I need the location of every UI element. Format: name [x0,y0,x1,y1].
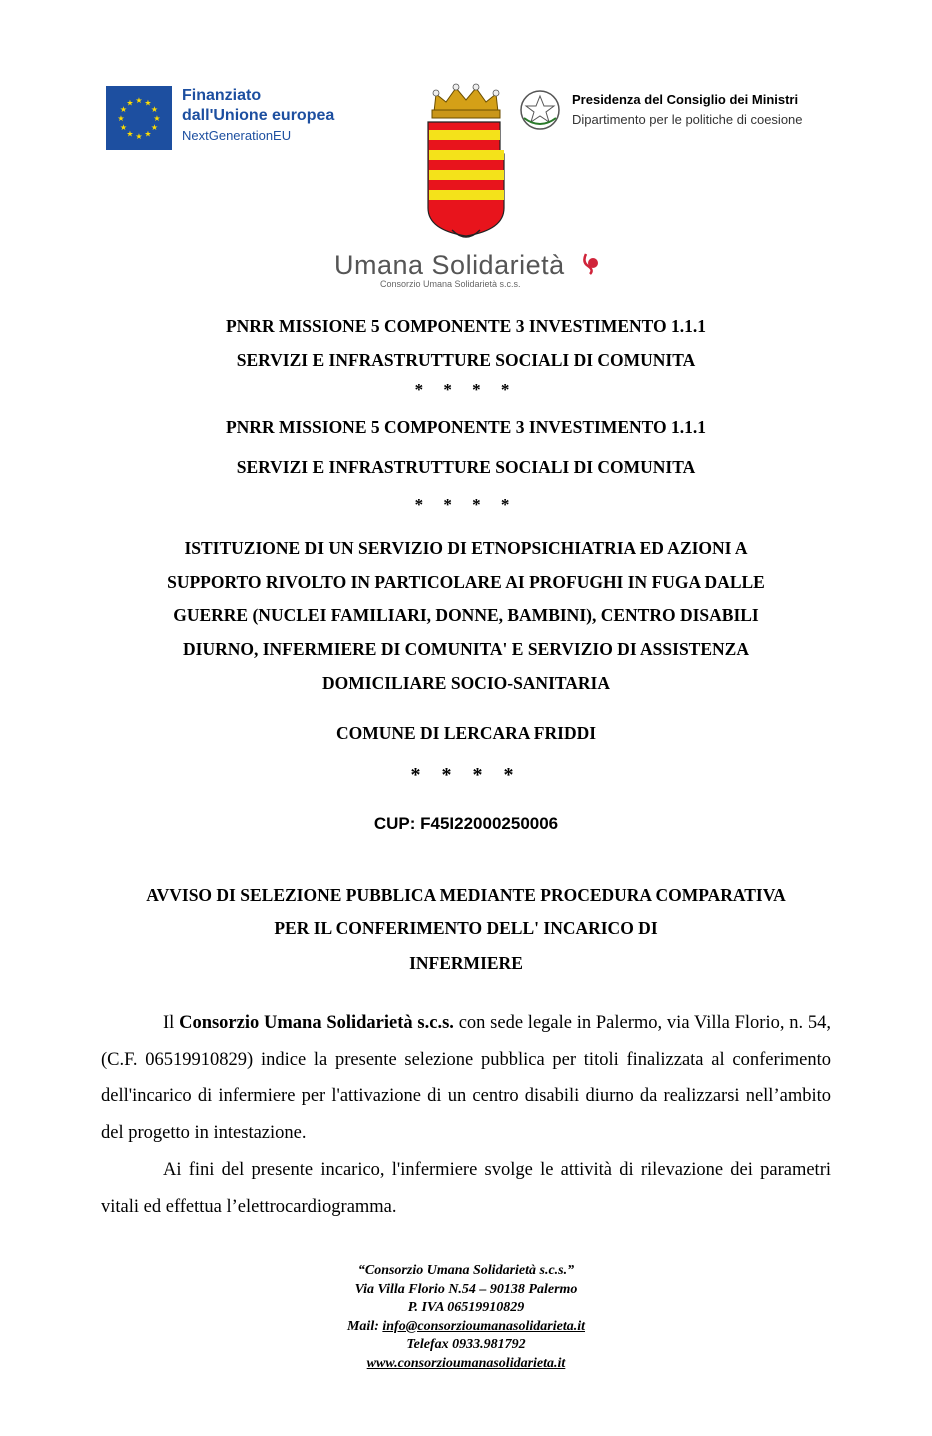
project-title-line-3: GUERRE (NUCLEI FAMILIARI, DONNE, BAMBINI), CENTRO DISABILI [173,605,759,625]
title-line-2: SERVIZI E INFRASTRUTTURE SOCIALI DI COMUNITA [236,350,696,370]
p2-text: Ai fini del presente incarico, l'infermiere svolge le attività di rilevazione dei parametri vitali ed effettua l’elettrocardiogramma. [101,1160,831,1217]
svg-text:★: ★ [144,129,152,139]
svg-text:★: ★ [119,105,128,114]
separator-stars-1: * * * * [414,380,518,399]
p1-prefix: Il [163,1013,180,1033]
italian-republic-emblem-icon [518,88,562,132]
svg-text:★: ★ [117,114,125,123]
project-title-line-4: DIURNO, INFERMIERE DI COMUNITA' E SERVIZIO DI ASSISTENZA [183,639,749,659]
footer-address: Via Villa Florio N.54 – 90138 Palermo [354,1281,578,1297]
footer-mail-link[interactable]: info@consorzioumanasolidarieta.it [382,1318,586,1334]
svg-text:★: ★ [153,114,161,123]
project-title-line-5: DOMICILIARE SOCIO-SANITARIA [322,673,610,693]
p1-consortium-name: Consorzio Umana Solidarietà s.c.s. [179,1013,454,1033]
body-paragraph-1 [101,1005,831,1151]
p1-text: con sede legale in Palermo, via Villa Florio, n. 54, (C.F. 06519910829) indice la presente selezione pubblica per titoli finalizzata al conferimento dell'incarico di infermiere per l'attivazione di un centro disabili diurno da realizzarsi nell’ambito del progetto in intestazione. [101,1013,831,1143]
footer [0,1262,932,1373]
separator-stars-2: * * * * [414,495,518,514]
presidenza-title: Presidenza del Consiglio dei Ministri [572,92,799,107]
title-line-4: SERVIZI E INFRASTRUTTURE SOCIALI DI COMUNITA [236,457,696,477]
footer-mail-label: Mail: [346,1318,383,1334]
cup-code: CUP: F45I22000250006 [373,814,559,833]
avviso-line-3: INFERMIERE [409,953,523,973]
footer-company: “Consorzio Umana Solidarietà s.c.s.” [357,1263,575,1278]
footer-website-link[interactable]: www.consorzioumanasolidarieta.it [366,1355,566,1371]
footer-telefax: Telefax 0933.981792 [406,1337,526,1352]
eu-logo-line2: dall'Unione europea [182,107,335,124]
logo-subtitle: Consorzio Umana Solidarietà s.c.s. [380,279,521,289]
umana-solidarieta-logo [334,250,604,292]
logo-name: Umana Solidarietà [334,250,565,280]
svg-text:★: ★ [119,123,128,132]
svg-text:★: ★ [150,123,159,132]
svg-text:★: ★ [135,132,143,141]
svg-text:★: ★ [126,98,134,108]
footer-mail [0,1318,932,1337]
svg-text:★: ★ [150,105,159,114]
heart-mark-icon [580,252,600,276]
svg-text:★: ★ [126,129,134,139]
title-line-3: PNRR MISSIONE 5 COMPONENTE 3 INVESTIMENTO 1.1.1 [225,417,706,437]
project-title-line-1: ISTITUZIONE DI UN SERVIZIO DI ETNOPSICHIATRIA ED AZIONI A [184,538,748,558]
eu-flag-icon [106,86,172,150]
coat-of-arms-icon [424,80,508,240]
eu-logo-line1: Finanziato [182,87,262,104]
project-title-line-2: SUPPORTO RIVOLTO IN PARTICOLARE AI PROFUGHI IN FUGA DALLE [167,572,765,592]
eu-logo-line3: NextGenerationEU [182,128,292,143]
presidenza-department: Dipartimento per le politiche di coesione [572,112,803,127]
separator-stars-3: * * * * [410,764,522,786]
avviso-line-1: AVVISO DI SELEZIONE PUBBLICA MEDIANTE PROCEDURA COMPARATIVA [146,885,786,905]
svg-text:★: ★ [135,96,143,105]
svg-text:★: ★ [144,98,152,108]
avviso-line-2: PER IL CONFERIMENTO DELL' INCARICO DI [274,918,658,938]
footer-vat: P. IVA 06519910829 [407,1300,525,1315]
comune-name: COMUNE DI LERCARA FRIDDI [335,723,597,743]
eu-funding-logo [106,86,336,152]
body-paragraph-2 [101,1152,831,1225]
title-line-1: PNRR MISSIONE 5 COMPONENTE 3 INVESTIMENTO 1.1.1 [225,316,706,336]
